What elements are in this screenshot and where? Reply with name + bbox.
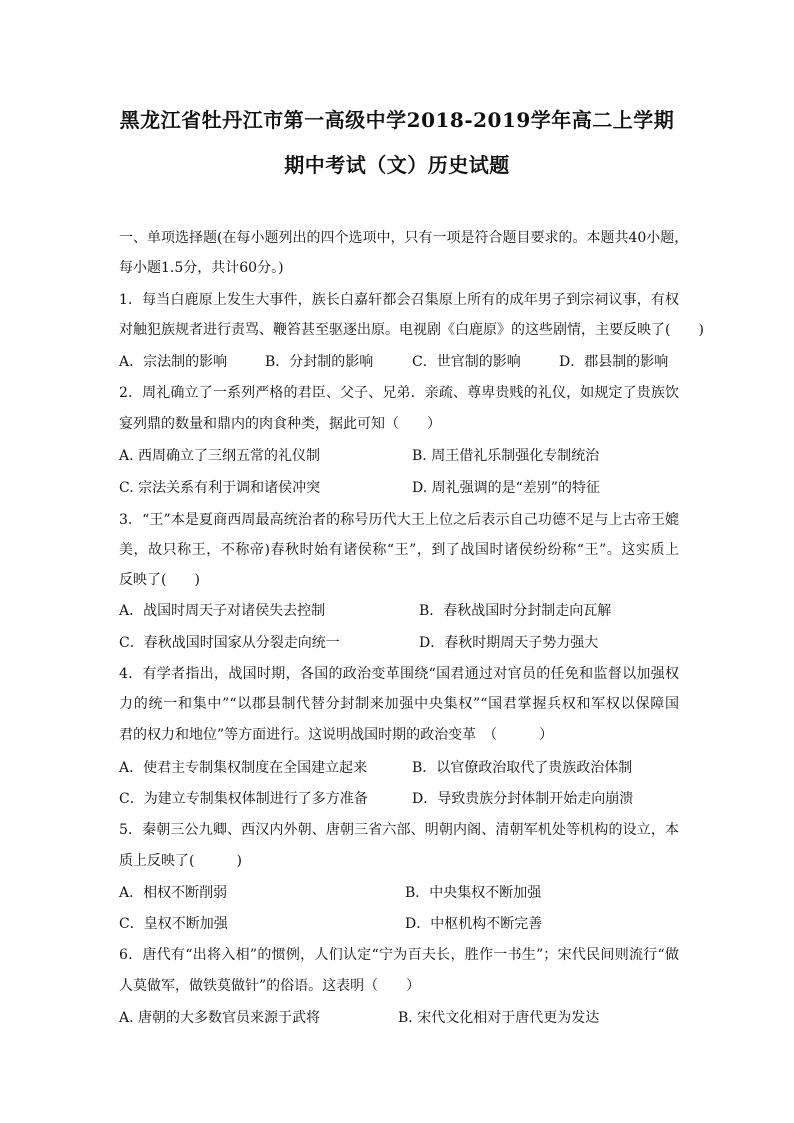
section-header-line2: 每小题1.5分，共计60分。) — [119, 260, 284, 276]
question-2-option-b: B. 周王借礼乐制强化专制统治 — [412, 448, 600, 464]
question-2-stem-line2: 宴列鼎的数量和鼎内的肉食种类，据此可知（ ） — [119, 416, 441, 432]
question-1-option-a: A．宗法制的影响 — [119, 354, 228, 370]
question-5-option-b: B．中央集权不断加强 — [405, 885, 542, 901]
question-2-option-c: C. 宗法关系有利于调和诸侯冲突 — [119, 480, 321, 496]
question-4-option-b: B．以官僚政治取代了贵族政治体制 — [412, 760, 633, 776]
question-1-option-c: C．世官制的影响 — [412, 354, 521, 370]
question-5-option-c: C．皇权不断加强 — [119, 916, 228, 932]
question-4-option-c: C．为建立专制集权体制进行了多方准备 — [119, 791, 368, 807]
question-5-option-d: D．中枢机构不断完善 — [405, 916, 543, 932]
document-title-line1: 黑龙江省牡丹江市第一高级中学2018-2019学年高二上学期 — [119, 108, 675, 132]
question-2-option-a: A. 西周确立了三纲五常的礼仪制 — [119, 448, 321, 464]
document-title-line2: 期中考试（文）历史试题 — [284, 153, 510, 177]
question-3-option-b: B．春秋战国时分封制走向瓦解 — [419, 603, 612, 619]
question-4-stem-line2: 力的统一和集中”“以郡县制代替分封制来加强中央集权”“国君掌握兵权和军权以保障国 — [119, 696, 679, 712]
question-5-stem-line2: 质上反映了( ) — [119, 853, 242, 869]
question-4-stem-line1: 4．有学者指出，战国时期，各国的政治变革围绕“国君通过对官员的任免和监督以加强权 — [119, 666, 679, 682]
question-4-option-a: A．使君主专制集权制度在全国建立起来 — [119, 760, 368, 776]
question-3-stem-line2: 美，故只称王，不称帝)春秋时始有诸侯称“王”，到了战国时诸侯纷纷称“王”。这实质上 — [119, 542, 679, 558]
question-3-option-a: A．战国时周天子对诸侯失去控制 — [119, 603, 326, 619]
question-1-option-d: D．郡县制的影响 — [559, 354, 669, 370]
question-3-stem-line3: 反映了( ) — [119, 572, 200, 588]
question-5-option-a: A．相权不断削弱 — [119, 885, 228, 901]
question-3-stem-line1: 3．“王”本是夏商西周最高统治者的称号历代大王上位之后表示自己功德不足与上古帝王媲 — [119, 512, 679, 528]
section-header-line1: 一、单项选择题(在每小题列出的四个选项中，只有一项是符合题目要求的。本题共40小题， — [119, 230, 689, 246]
question-4-stem-line3: 君的权力和地位”等方面进行。这说明战国时期的政治变革 （ ） — [119, 727, 554, 743]
question-2-option-d: D. 周礼强调的是“差别”的特征 — [412, 480, 600, 496]
question-6-option-b: B. 宋代文化相对于唐代更为发达 — [398, 1010, 600, 1026]
question-1-stem-line2: 对触犯族规者进行责骂、鞭笞甚至驱逐出原。电视剧《白鹿原》的这些剧情，主要反映了( ) — [119, 322, 704, 338]
question-3-option-c: C．春秋战国时国家从分裂走向统一 — [119, 635, 340, 651]
question-6-stem-line2: 人莫做军，做铁莫做针”的俗语。这表明（ ） — [119, 978, 421, 994]
question-4-option-d: D．导致贵族分封体制开始走向崩溃 — [412, 791, 634, 807]
question-5-stem-line1: 5．秦朝三公九卿、西汉内外朝、唐朝三省六部、明朝内阁、清朝军机处等机构的设立，本 — [119, 822, 679, 838]
question-6-stem-line1: 6．唐代有“出将入相”的惯例，人们认定“宁为百夫长，胜作一书生”；宋代民间则流行“做 — [119, 947, 679, 963]
question-3-option-d: D．春秋时期周天子势力强大 — [419, 635, 599, 651]
question-6-option-a: A. 唐朝的大多数官员来源于武将 — [119, 1010, 321, 1026]
question-1-stem-line1: 1．每当白鹿原上发生大事件，族长白嘉轩都会召集原上所有的成年男子到宗祠议事，有权 — [119, 292, 679, 308]
question-2-stem-line1: 2．周礼确立了一系列严格的君臣、父子、兄弟．亲疏、尊卑贵贱的礼仪，如规定了贵族饮 — [119, 385, 679, 401]
question-1-option-b: B．分封制的影响 — [265, 354, 374, 370]
